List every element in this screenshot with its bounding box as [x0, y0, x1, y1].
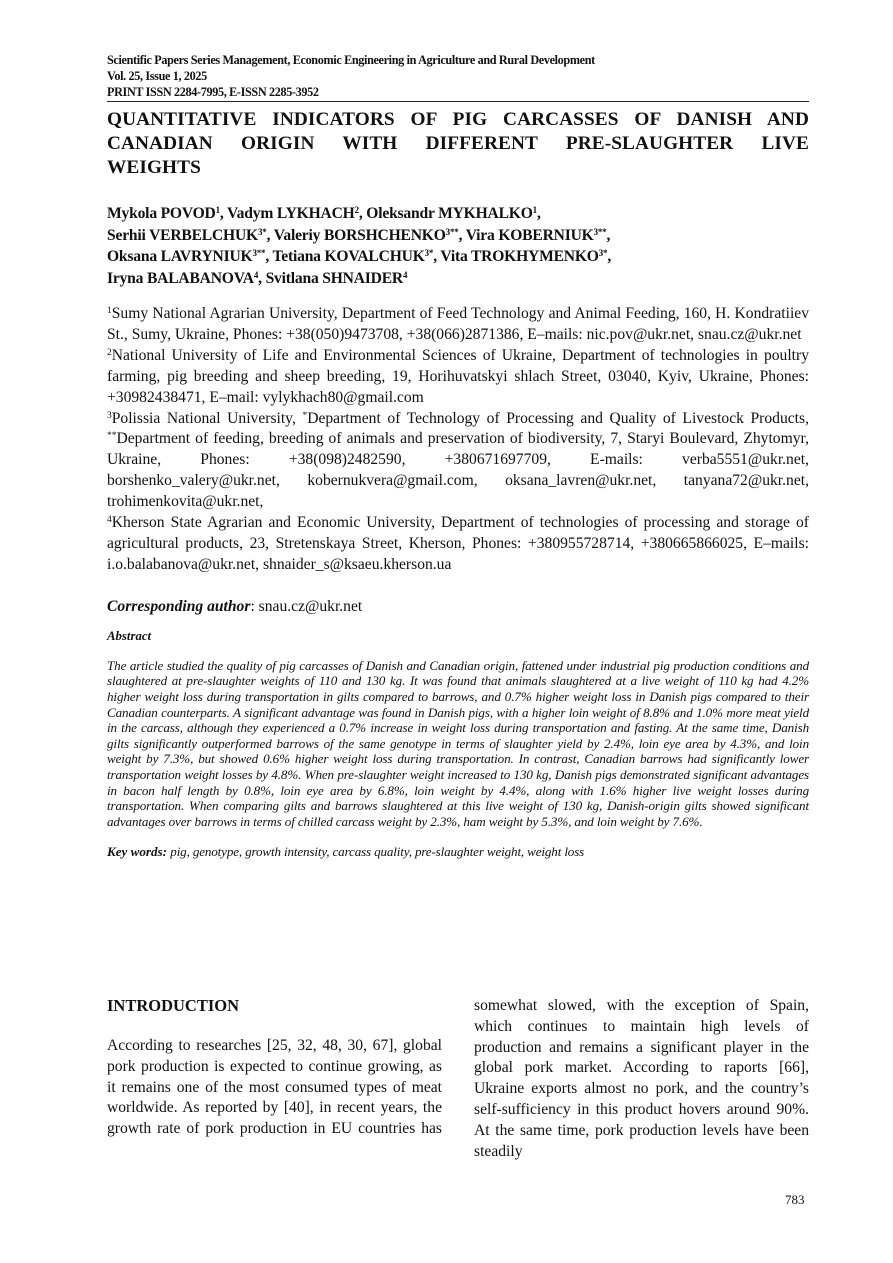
- author-mark: 4: [402, 269, 408, 280]
- author-line: Iryna BALABANOVA$^4$, Svitlana SHNAIDER$^4$: [107, 269, 408, 287]
- author-name: Vadym LYKHACH: [227, 205, 355, 222]
- paper-page: [107, 52, 809, 1160]
- author-line: Mykola POVOD$^1$, Vadym LYKHACH$^2$, Oleksandr MYKHALKO$^1$,: [107, 205, 541, 222]
- introduction-heading: INTRODUCTION: [107, 996, 240, 1015]
- affiliation-1: [107, 304, 809, 346]
- author-list: [107, 203, 809, 289]
- author-mark: 1: [532, 205, 537, 215]
- author-name: Oksana LAVRYNIUK: [107, 248, 253, 265]
- corresponding-label: Corresponding author: [107, 597, 251, 615]
- title-line-2: CANADIAN ORIGIN WITH DIFFERENT PRE-SLAUGHTER LIVE: [107, 133, 809, 154]
- keywords-text: pig, genotype, growth intensity, carcass quality, pre-slaughter weight, weight loss: [170, 844, 585, 860]
- introduction-paragraph-right: somewhat slowed, with the exception of Spain, which continues to maintain high levels of production and remains a significant player in the global pork market. According to raports [66], Ukraine exports almost no pork, and the country’s self-sufficiency in this product hovers around 90%. At the same time, pork production levels have been steadily: [474, 997, 809, 1160]
- affiliation-4: [107, 513, 809, 576]
- right-column: [474, 996, 809, 1162]
- journal-issn: PRINT ISSN 2284-7995, E-ISSN 2285-3952: [107, 85, 319, 99]
- paper-title: [107, 108, 809, 180]
- affiliation-2: [107, 346, 809, 409]
- author-mark: 3*: [257, 226, 267, 237]
- affiliation-mark: 4: [107, 515, 112, 526]
- author-mark: 1: [215, 205, 220, 215]
- affiliation-text: Kherson State Agrarian and Economic University, Department of technologies of processing and storage of agricultural products, 23, Stretenskaya Street, Kherson, Phones: +380955728714, +380665866025, E–mails: i.o.balabanova@ukr.net, shnaider_s@ksaeu.kherson.ua: [107, 514, 809, 573]
- author-mark: 3*: [598, 248, 608, 258]
- affiliation-text: Sumy National Agrarian University, Department of Feed Technology and Animal Feeding, 160, H. Kondratiiev St., Sumy, Ukraine, Phones: +38(050)9473708, +38(066)2871386, E–mails: nic.pov@ukr.net, snau.cz@ukr.net: [107, 305, 809, 343]
- author-mark: 3*: [424, 248, 434, 258]
- affiliation-mark: 1: [107, 306, 112, 316]
- affiliations: [107, 304, 809, 576]
- author-line: Serhii $VERBELCHUK^{3*}$, Valeriy $BORSHCHENKO^{3**}$, Vira $KOBERNIUK^{3**}$,: [107, 226, 611, 244]
- page-number: 783: [785, 1192, 805, 1207]
- title-line-3: WEIGHTS: [107, 157, 201, 178]
- abstract-heading: Abstract: [107, 628, 152, 643]
- author-name: Vira KOBERNIUK: [465, 226, 594, 244]
- affiliation-text: National University of Life and Environmental Sciences of Ukraine, Department of technologies in poultry farming, pig breeding and sheep breeding, 19, Horihuvatskyi shlach Street, 03040, Kyiv, Ukraine, Phones: +30982438471, E–mail: vylykhach80@gmail.com: [107, 346, 809, 406]
- journal-header: [107, 52, 809, 100]
- author-mark: 4: [253, 269, 259, 280]
- author-name: Oleksandr MYKHALKO: [366, 205, 533, 222]
- affiliation-mark: 3: [107, 410, 112, 421]
- corresponding-email[interactable]: : snau.cz@ukr.net: [250, 597, 363, 615]
- keywords: [107, 844, 809, 860]
- author-name: Valeriy BORSHCHENKO: [273, 226, 446, 244]
- keywords-label: Key words: [107, 844, 163, 860]
- author-name: Vita TROKHYMENKO: [440, 248, 599, 265]
- author-mark: 3**: [252, 248, 266, 258]
- journal-name: Scientific Papers Series Management, Economic Engineering in Agriculture and Rural Development: [107, 53, 595, 67]
- affiliation-text: Department of feeding, breeding of animals and preservation of biodiversity, 7, Staryi Boulevard, Zhytomyr, Ukraine, Phones: +38(098)2482590, +380671697709, E-mails: verba5551@ukr.net, borshenko_valery@ukr.net, kobernukvera@gmail.com, oksana_lavren@ukr.net, tanyana72@ukr.net, trohimenkovita@ukr.net,: [107, 430, 809, 511]
- author-mark: 2: [354, 205, 359, 215]
- author-name: Iryna BALABANOVA: [107, 269, 254, 287]
- author-name: Svitlana SHNAIDER: [265, 269, 403, 287]
- body-columns: [107, 996, 809, 1162]
- affiliation-3: [107, 409, 809, 514]
- introduction-paragraph-left: According to researches [25, 32, 48, 30, 67], global pork production is expected to continue growing, as it remains one of the most consumed types of meat worldwide. As reported by [40], in recent years, the growth rate of pork production in EU countries has: [107, 1037, 442, 1138]
- author-line: Oksana $LAVRYNIUK^{3**}$, Tetiana $KOVALCHUK^{3*}$, Vita $TROKHYMENKO^{3*}$,: [107, 248, 612, 265]
- abstract-text: The article studied the quality of pig carcasses of Danish and Canadian origin, fattened under industrial pig production conditions and slaughtered at pre-slaughter weights of 110 and 130 kg. It was found that animals slaughtered at a live weight of 110 kg had 4.2% higher weight loss during transportation in gilts compared to barrows, and 0.7% higher weight loss in Danish pigs compared to their Canadian counterparts. A significant advantage was found in Danish pigs, with a higher loin weight of 8.8% and 1.0% more meat yield in the carcass, although they experienced a 0.7% increase in weight loss during transportation and fasting. At the same time, Danish gilts significantly outperformed barrows of the same genotype in terms of slaughter yield by 2.4%, loin eye area by 4.3%, and loin weight by 7.3%, but showed 0.6% higher weight loss during transportation. In contrast, Canadian barrows had significantly lower transportation weight losses by 4.8%. When pre-slaughter weight increased to 130 kg, Danish pigs demonstrated significant advantages in bacon half length by 0.8%, loin eye area by 6.8%, loin weight by 4.4%, along with 1.6% higher live weight losses during transportation. When comparing gilts and barrows slaughtered at this live weight of 130 kg, Danish-origin gilts showed significant advantages over barrows in terms of chilled carcass weight by 2.3%, ham weight by 5.3%, and loin weight by 7.6%.: [107, 657, 809, 829]
- affiliation-text: Department of Technology of Processing and Quality of Livestock Products,: [307, 409, 809, 427]
- title-line-1: QUANTITATIVE INDICATORS OF PIG CARCASSES OF DANISH AND: [107, 109, 809, 130]
- corresponding-author: [107, 597, 809, 617]
- author-mark: 3**: [445, 226, 459, 237]
- department-mark: **: [107, 431, 117, 442]
- affiliation-mark: 2: [107, 347, 112, 358]
- affiliation-text: Polissia National University,: [111, 409, 303, 427]
- author-name: Mykola POVOD: [107, 205, 216, 222]
- author-mark: 3**: [593, 226, 607, 237]
- author-name: Serhii VERBELCHUK: [107, 226, 258, 244]
- author-name: Tetiana KOVALCHUK: [272, 248, 425, 265]
- department-mark: *: [302, 410, 308, 421]
- keywords-colon: :: [162, 844, 171, 860]
- left-column: [107, 996, 442, 1162]
- header-rule: [107, 101, 809, 102]
- journal-volume: Vol. 25, Issue 1, 2025: [107, 69, 207, 83]
